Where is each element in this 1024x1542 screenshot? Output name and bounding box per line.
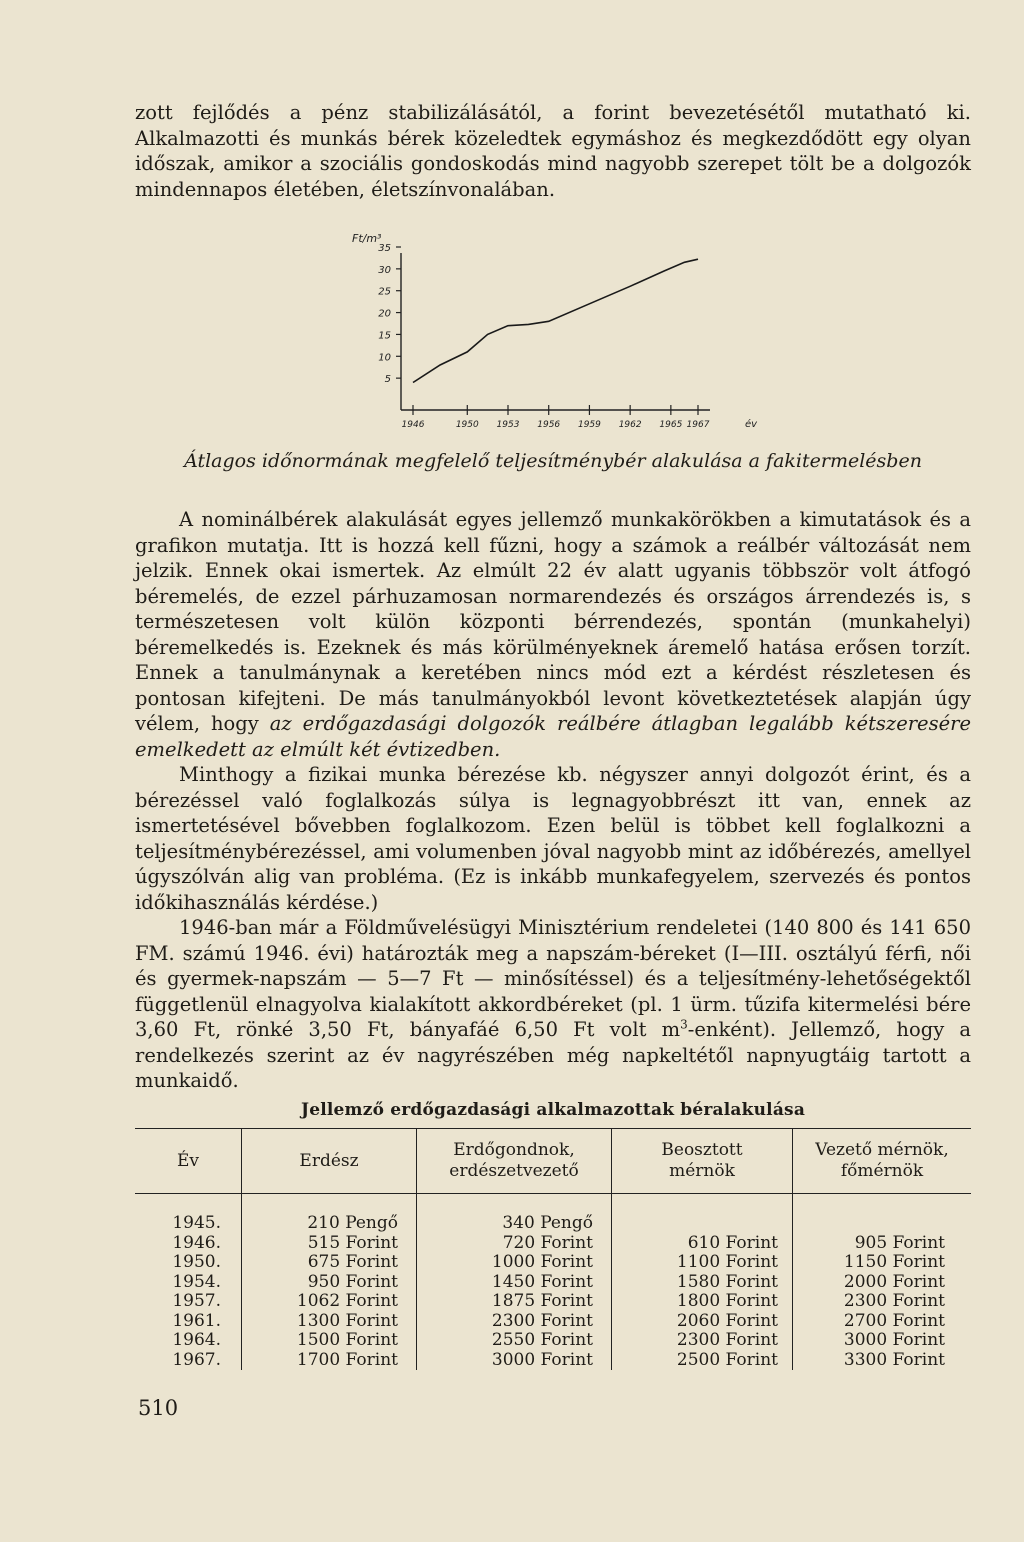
table-cell: 675 Forint bbox=[242, 1253, 417, 1273]
chart-x-tick-label: 1953 bbox=[496, 420, 520, 430]
table-cell: 2300 Forint bbox=[793, 1292, 972, 1312]
table-row bbox=[135, 1234, 971, 1254]
chart-y-tick-label: 35 bbox=[378, 243, 391, 254]
table-row bbox=[135, 1331, 971, 1351]
table-cell: 1964. bbox=[172, 1330, 221, 1350]
table-cell: 515 Forint bbox=[242, 1234, 417, 1254]
table-cell: 1961. bbox=[172, 1310, 221, 1331]
chart-x-tick-label: 1946 bbox=[401, 420, 425, 430]
table-cell: 1150 Forint bbox=[793, 1253, 972, 1273]
table-cell: 2300 Forint bbox=[612, 1331, 793, 1351]
chart-x-tick-label: 1956 bbox=[537, 420, 561, 430]
table-cell: 1945. bbox=[172, 1213, 221, 1233]
chart-y-tick-label: 5 bbox=[384, 374, 391, 386]
chart-x-axis-label: év bbox=[745, 419, 758, 430]
table-cell: 3000 Forint bbox=[793, 1331, 972, 1351]
chart-series-line bbox=[413, 259, 698, 382]
table-cell: 3300 Forint bbox=[793, 1351, 972, 1371]
chart-x-tick-label: 1962 bbox=[618, 420, 642, 430]
table-cell: 1957. bbox=[172, 1291, 221, 1311]
chart-y-axis-label: Ft/m³ bbox=[352, 232, 382, 245]
paragraph-4-superscript: 3 bbox=[680, 1017, 688, 1032]
table-cell: 1500 Forint bbox=[242, 1331, 417, 1351]
chart-y-tick-label: 30 bbox=[378, 264, 391, 276]
chart-caption: Átlagos időnormának megfelelő teljesítménybér alakulása a fakitermelésben bbox=[184, 450, 922, 472]
paragraph-2-emphasis: az erdőgazdasági dolgozók reálbére átlagban legalább kétszeresére emelkedett az elmúlt két évtizedben. bbox=[135, 712, 972, 761]
page-number: 510 bbox=[138, 1396, 179, 1420]
wage-table bbox=[135, 1128, 971, 1370]
chart-y-tick-label: 10 bbox=[378, 352, 391, 364]
table-row bbox=[135, 1273, 971, 1293]
table-cell: 1954. bbox=[172, 1271, 221, 1292]
table-cell: 1800 Forint bbox=[612, 1292, 793, 1312]
wage-line-chart bbox=[340, 225, 780, 440]
table-header-cell: Beosztott mérnök bbox=[612, 1129, 793, 1194]
table-cell: 905 Forint bbox=[793, 1234, 972, 1254]
table-cell: 2000 Forint bbox=[793, 1273, 972, 1293]
table-header-cell: Erdész bbox=[242, 1129, 417, 1194]
table-row bbox=[135, 1214, 971, 1234]
table-cell: 1062 Forint bbox=[242, 1292, 417, 1312]
table-cell: 2300 Forint bbox=[417, 1312, 612, 1332]
paragraph-4 bbox=[135, 915, 971, 1094]
paragraph-2-text: A nominálbérek alakulását egyes jellemző munkakörökben a kimutatások és a grafikon mutatja. Itt is hozzá kell fűzni, hogy a számok a reálbér változását nem jelzik. Ennek okai ismertek. Az elmúlt 22 év alatt ugyanis többször volt átfogó béremelés, de ezzel párhuzamosan normarendezés és országos árrendezés is, s természetesen volt külön központi bérrendezés, spontán (munkahelyi) béremelkedés is. Ezeknek és más körülményeknek áremelő hatása erősen torzít. Ennek a tanulmánynak a keretében nincs mód ezt a kérdést részletesen és pontosan kifejteni. De más tanulmányokból levont következtetések alapján úgy vélem, hogy bbox=[135, 508, 971, 735]
table-cell: 3000 Forint bbox=[417, 1351, 612, 1371]
table-cell: 2700 Forint bbox=[793, 1312, 972, 1332]
intro-paragraph-block bbox=[135, 100, 971, 202]
paragraph-4-text: 1946-ban már a Földművelésügyi Minisztérium rendeletei (140 800 és 141 650 FM. számú 1946. évi) határozták meg a napszám-béreket (I—III. osztályú férfi, női és gyermek-napszám — 5—7 Ft — minősítéssel) és a teljesítmény-lehetőségektől függetlenül elnagyolva kialakított akkordbéreket (pl. 1 ürm. tűzifa kitermelési bére 3,60 Ft, rönké 3,50 Ft, bányafáé 6,50 Ft volt m bbox=[135, 916, 971, 1041]
table-row bbox=[135, 1253, 971, 1273]
table-header-cell: Vezető mérnök, főmérnök bbox=[793, 1129, 972, 1194]
chart-x-tick-label: 1965 bbox=[659, 420, 683, 430]
table-cell bbox=[612, 1214, 793, 1234]
table-cell: 1100 Forint bbox=[612, 1253, 793, 1273]
table-cell: 1450 Forint bbox=[417, 1273, 612, 1293]
paragraph-4-text-end: -enként). Jellemző, hogy a rendelkezés szerint az év nagyrészében még napkeltétől napnyugtáig tartott a munkaidő. bbox=[135, 1018, 971, 1092]
table-cell: 2500 Forint bbox=[612, 1351, 793, 1371]
table-cell: 950 Forint bbox=[242, 1273, 417, 1293]
table-cell: 2550 Forint bbox=[417, 1331, 612, 1351]
table-cell: 210 Pengő bbox=[242, 1214, 417, 1234]
table-header-cell: Erdőgondnok, erdészetvezető bbox=[417, 1129, 612, 1194]
table-cell: 610 Forint bbox=[612, 1234, 793, 1254]
table-header-cell: Év bbox=[135, 1129, 242, 1194]
table-cell: 1700 Forint bbox=[242, 1351, 417, 1371]
chart-y-tick-label: 15 bbox=[378, 330, 391, 342]
table-header-row bbox=[135, 1129, 971, 1194]
table-cell bbox=[793, 1214, 972, 1234]
table-row bbox=[135, 1351, 971, 1371]
chart-x-tick-label: 1967 bbox=[686, 420, 710, 430]
table-cell: 1967. bbox=[172, 1349, 221, 1370]
chart-y-tick-label: 20 bbox=[378, 308, 391, 320]
table-cell: 1000 Forint bbox=[417, 1253, 612, 1273]
table-title: Jellemző erdőgazdasági alkalmazottak béralakulása bbox=[300, 1100, 806, 1120]
chart-y-tick-label: 25 bbox=[378, 286, 391, 298]
chart-x-tick-label: 1950 bbox=[455, 420, 479, 430]
table-cell: 1950. bbox=[172, 1252, 221, 1272]
paragraph-1: zott fejlődés a pénz stabilizálásától, a forint bevezetésétől mutatható ki. Alkalmazotti és munkás bérek közeledtek egymáshoz és megkezdődött egy olyan időszak, amikor a szociális gondoskodás mind nagyobb szerepet tölt be a dolgozók mindennapos életében, életszínvonalában. bbox=[135, 101, 971, 201]
table-cell: 720 Forint bbox=[417, 1234, 612, 1254]
table-spacer-row bbox=[135, 1194, 971, 1215]
table-cell: 1580 Forint bbox=[612, 1273, 793, 1293]
chart-x-tick-label: 1959 bbox=[577, 420, 601, 430]
table-cell: 340 Pengő bbox=[417, 1214, 612, 1234]
paragraph-3: Minthogy a fizikai munka bérezése kb. négyszer annyi dolgozót érint, és a bérezéssel való foglalkozás súlya is legnagyobbrészt itt van, ennek az ismertetésével bővebben foglalkozom. Ezen belül is többet kell foglalkozni a teljesítménybérezéssel, ami volumenben jóval nagyobb mint az időbérezés, amellyel úgyszólván alig van probléma. (Ez is inkább munkafegyelem, szervezés és pontos időkihasználás kérdése.) bbox=[135, 763, 971, 914]
table-cell: 1300 Forint bbox=[242, 1312, 417, 1332]
table-cell: 1875 Forint bbox=[417, 1292, 612, 1312]
paragraph-2 bbox=[135, 507, 971, 762]
table-row bbox=[135, 1312, 971, 1332]
table-cell: 1946. bbox=[172, 1232, 221, 1253]
body-text-block bbox=[135, 507, 971, 1094]
table-cell: 2060 Forint bbox=[612, 1312, 793, 1332]
table-row bbox=[135, 1292, 971, 1312]
